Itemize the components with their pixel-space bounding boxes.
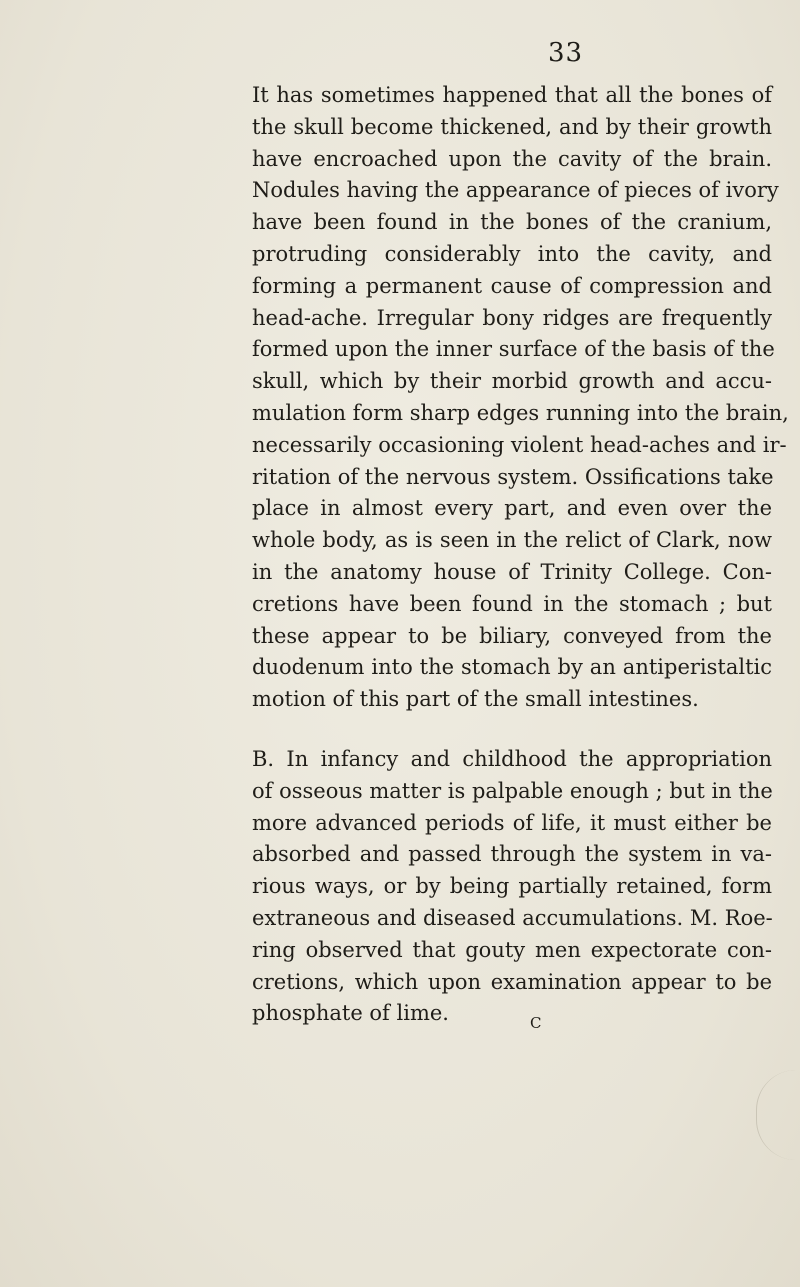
text-line: duodenum into the stomach by an antiperistaltic (252, 655, 772, 680)
text-line: more advanced periods of life, it must either be (252, 810, 772, 835)
text-line: protruding considerably into the cavity, and (252, 241, 772, 266)
text-line: phosphate of lime. (252, 1001, 449, 1026)
text-line: in the anatomy house of Trinity College. Con- (252, 559, 772, 584)
text-line: motion of this part of the small intestines. (252, 687, 699, 712)
text-line: cretions, which upon examination appear to be (252, 969, 772, 994)
text-line: ritation of the nervous system. Ossifications take (252, 464, 774, 489)
text-line: cretions have been found in the stomach ; but (252, 591, 772, 616)
text-block (252, 80, 789, 1030)
text-line: rious ways, or by being partially retained, form (252, 874, 772, 899)
text-line: absorbed and passed through the system in va- (252, 842, 772, 867)
page-number: 33 (548, 38, 584, 68)
signature-mark: C (530, 1014, 542, 1032)
text-line: mulation form sharp edges running into the brain, (252, 400, 789, 425)
text-line: skull, which by their morbid growth and accu- (252, 369, 772, 394)
text-line: have encroached upon the cavity of the brain. (252, 146, 772, 171)
text-line: extraneous and diseased accumulations. M. Roe- (252, 905, 773, 930)
text-line: head-ache. Irregular bony ridges are frequently (252, 305, 772, 330)
text-line: It has sometimes happened that all the bones of (252, 83, 772, 107)
text-line: necessarily occasioning violent head-aches and ir- (252, 432, 787, 457)
text-line: whole body, as is seen in the relict of Clark, now (252, 528, 772, 553)
text-line: B. In infancy and childhood the appropriation (252, 746, 772, 771)
text-line: the skull become thickened, and by their growth (252, 114, 772, 139)
text-line: Nodules having the appearance of pieces of ivory (252, 178, 779, 203)
text-line: ring observed that gouty men expectorate con- (252, 937, 772, 962)
text-line: forming a permanent cause of compression and (252, 273, 772, 298)
paragraph-2 (252, 744, 772, 1030)
text-line: formed upon the inner surface of the basis of the (252, 337, 775, 362)
text-line: have been found in the bones of the cranium, (252, 210, 772, 235)
text-line: place in almost every part, and even over the (252, 496, 772, 521)
paper-edge-mark (756, 1070, 797, 1160)
text-line: of osseous matter is palpable enough ; but in the (252, 778, 773, 803)
paragraph-gap (252, 716, 772, 744)
paragraph-1 (252, 80, 789, 716)
text-line: these appear to be biliary, conveyed from the (252, 623, 772, 648)
